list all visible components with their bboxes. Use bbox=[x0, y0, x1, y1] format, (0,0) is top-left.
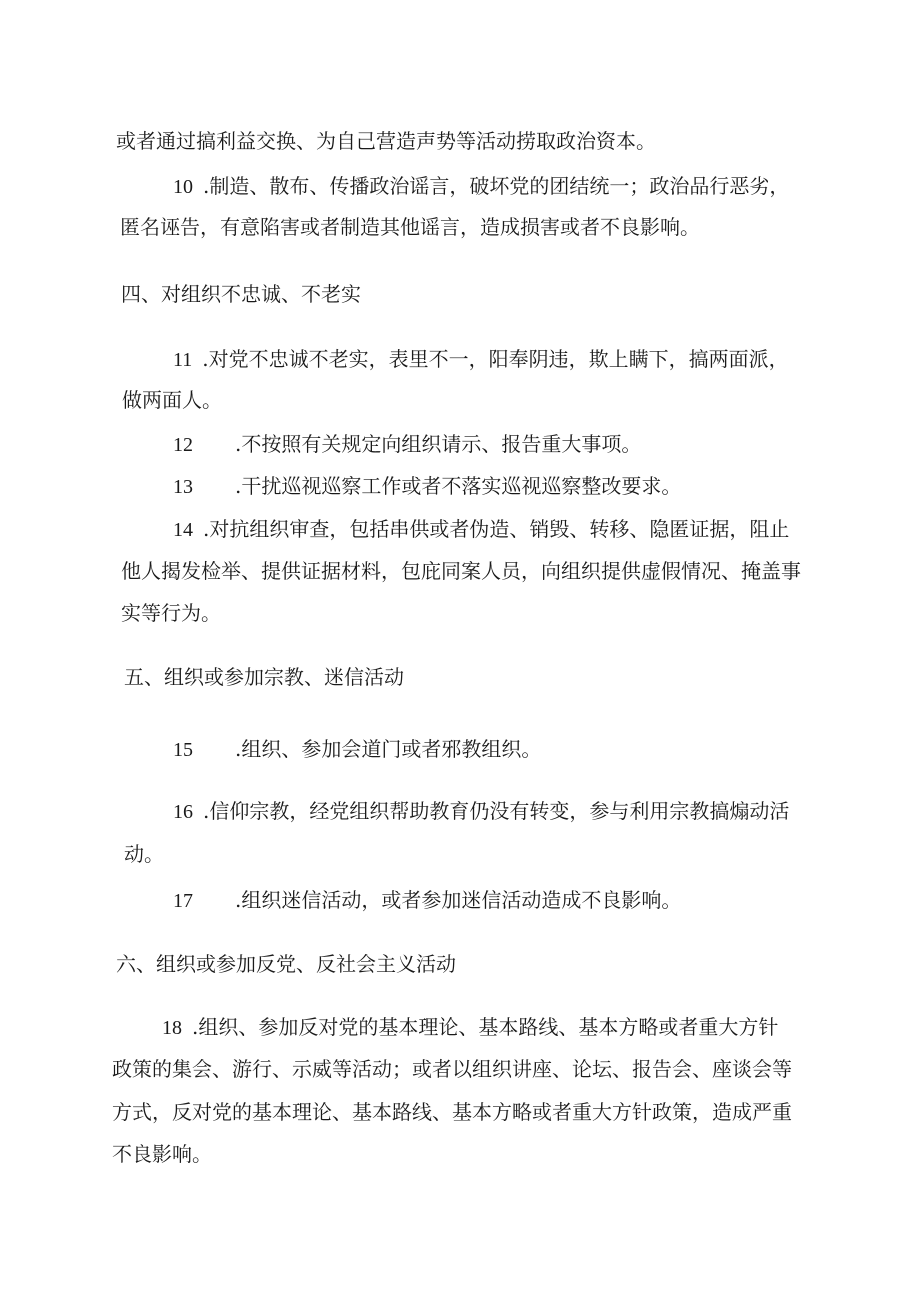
item-number: 10 bbox=[173, 176, 193, 198]
item-15-line-1 bbox=[173, 735, 541, 764]
item-number: 14 bbox=[173, 519, 193, 541]
item-text: .对抗组织审查，包括串供或者伪造、销毁、转移、隐匿证据，阻止 bbox=[203, 517, 790, 541]
item-11-line-2: 做两面人。 bbox=[122, 388, 222, 412]
item-number: 16 bbox=[173, 801, 193, 823]
item-13-line-1 bbox=[173, 472, 681, 501]
item-text: .组织、参加会道门或者邪教组织。 bbox=[235, 737, 542, 761]
item-18-line-2: 政策的集会、游行、示威等活动；或者以组织讲座、论坛、报告会、座谈会等 bbox=[112, 1057, 792, 1081]
section-heading-4: 四、对组织不忠诚、不老实 bbox=[121, 282, 361, 306]
item-14-line-3: 实等行为。 bbox=[121, 601, 221, 625]
item-18-line-3: 方式，反对党的基本理论、基本路线、基本方略或者重大方针政策，造成严重 bbox=[112, 1100, 792, 1124]
item-number: 12 bbox=[173, 434, 193, 456]
item-14-line-2: 他人揭发检举、提供证据材料，包庇同案人员，向组织提供虚假情况、掩盖事 bbox=[121, 559, 801, 583]
item-10-line-2: 匿名诬告，有意陷害或者制造其他谣言，造成损害或者不良影响。 bbox=[120, 215, 700, 239]
item-number: 18 bbox=[162, 1017, 182, 1039]
section-heading-5: 五、组织或参加宗教、迷信活动 bbox=[124, 665, 404, 689]
item-text: .制造、散布、传播政治谣言，破坏党的团结统一；政治品行恶劣， bbox=[203, 174, 790, 198]
item-number: 13 bbox=[173, 476, 193, 498]
item-text: .组织、参加反对党的基本理论、基本路线、基本方略或者重大方针 bbox=[192, 1015, 779, 1039]
item-number: 17 bbox=[173, 890, 193, 912]
section-heading-6: 六、组织或参加反党、反社会主义活动 bbox=[116, 952, 456, 976]
item-16-line-1 bbox=[173, 797, 789, 826]
item-11-line-1 bbox=[173, 345, 789, 374]
item-17-line-1 bbox=[173, 886, 681, 915]
paragraph-continuation: 或者通过搞利益交换、为自己营造声势等活动捞取政治资本。 bbox=[116, 129, 656, 153]
item-number: 11 bbox=[173, 349, 193, 371]
item-12-line-1 bbox=[173, 430, 641, 459]
item-number: 15 bbox=[173, 739, 193, 761]
item-18-line-1 bbox=[162, 1013, 778, 1042]
item-16-line-2: 动。 bbox=[124, 842, 164, 866]
item-text: .不按照有关规定向组织请示、报告重大事项。 bbox=[235, 432, 642, 456]
item-14-line-1 bbox=[173, 515, 789, 544]
item-18-line-4: 不良影响。 bbox=[112, 1142, 212, 1166]
item-text: .对党不忠诚不老实，表里不一，阳奉阴违，欺上瞒下，搞两面派， bbox=[202, 347, 789, 371]
item-text: .干扰巡视巡察工作或者不落实巡视巡察整改要求。 bbox=[235, 474, 682, 498]
item-10-line-1 bbox=[173, 172, 789, 201]
item-text: .信仰宗教，经党组织帮助教育仍没有转变，参与利用宗教搞煽动活 bbox=[203, 799, 790, 823]
item-text: .组织迷信活动，或者参加迷信活动造成不良影响。 bbox=[235, 888, 682, 912]
